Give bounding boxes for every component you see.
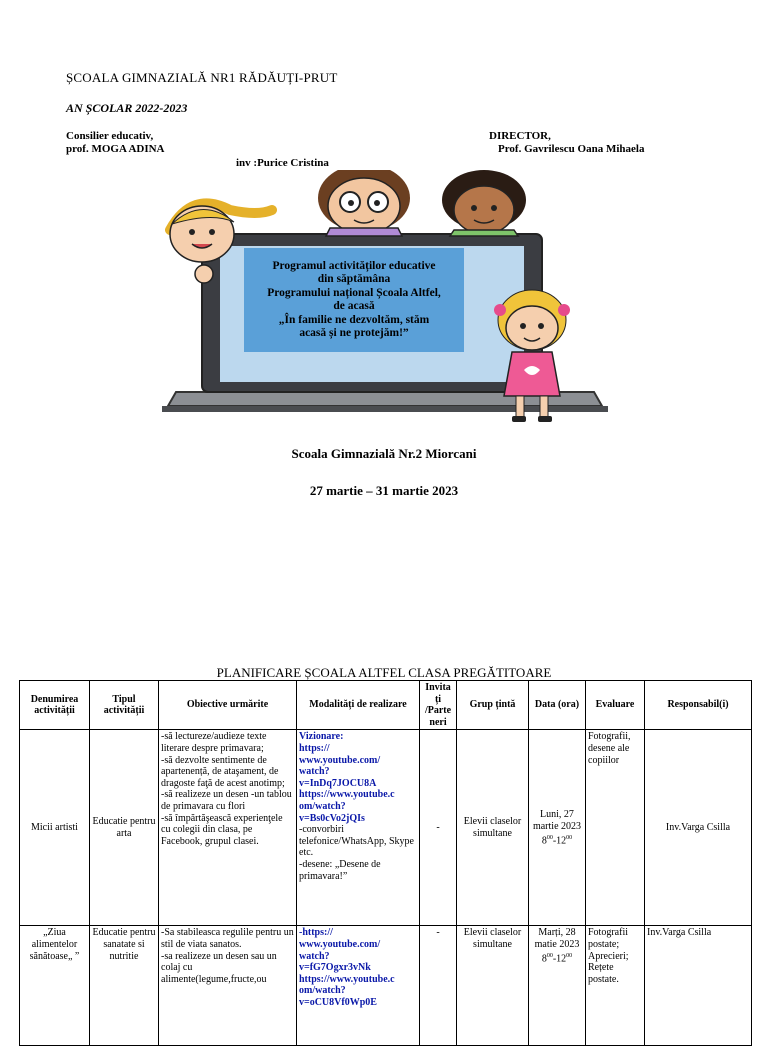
counselor-name: prof. MOGA ADINA (66, 143, 165, 155)
header-guests: Invita ți /Parte neri (420, 681, 457, 730)
cell-target-group: Elevii claselor simultane (457, 730, 529, 926)
counselor-role: Consilier educativ, (66, 130, 154, 142)
hour-range: $8^{00}-12^{00}$ (541, 952, 573, 964)
header-objectives: Obiective urmărite (159, 681, 297, 730)
cell-activity-type: Educatie pentru sanatate si nutritie (90, 926, 159, 1046)
table-row (20, 926, 752, 1046)
cell-objectives: -să lectureze/audieze texte literare despre primavara; -să dezvolte sentimente de apartenență, de ataşament, de dragoste faţă de acest anotimp; -să realizeze un desen -un tablou de primavara cu flori -să împărtăşească experienţele cu colegii din clasa, pe Facebook, grupul clasei. (159, 730, 297, 926)
cell-responsible: Inv.Varga Csilla (645, 926, 752, 1046)
school-name: ȘCOALA GIMNAZIALĂ NR1 RĂDĂUȚI-PRUT (66, 70, 338, 85)
cell-objectives: -Sa stabileasca regulile pentru un stil de viata sanatos. -sa realizeze un desen sau un colaj cu alimente(legume,fructe,ou (159, 926, 297, 1046)
banner-text: Programul activităților educative din săptămâna Programului național Școala Altfel, de acasă „În familie ne dezvoltăm, stăm acasă și ne protejăm!” (267, 259, 441, 339)
date-text: Marți, 28 matie 2023 (534, 927, 580, 950)
director-block (489, 130, 644, 156)
plan-title: PLANIFICARE ȘCOALA ALTFEL CLASA PREGĂTITOARE (216, 665, 552, 680)
director-name: Prof. Gavrilescu Oana Mihaela (498, 143, 645, 155)
cell-guests: - (420, 730, 457, 926)
cell-methods (297, 730, 420, 926)
methods-links[interactable]: -https:// www.youtube.com/ watch? v=fG7Ogxr3vNk https://www.youtube.c om/watch? v=oCU8Vf0Wp0E (299, 927, 395, 1008)
header-evaluation: Evaluare (586, 681, 645, 730)
cell-methods (297, 926, 420, 1046)
cell-evaluation: Fotografii, desene ale copiilor (586, 730, 645, 926)
school-year: AN ȘCOLAR 2022-2023 (66, 101, 188, 115)
header-target-group: Grup țintă (457, 681, 529, 730)
hour-range: $8^{00}-12^{00}$ (541, 834, 573, 846)
header-activity-type: Tipul activității (90, 681, 159, 730)
cell-evaluation: Fotografii postate; Aprecieri; Rețete postate. (586, 926, 645, 1046)
counselor-block (66, 130, 165, 156)
teacher-name: inv :Purice Cristina (236, 157, 329, 169)
school-2-title: Scoala Gimnazială Nr.2 Miorcani (291, 446, 477, 461)
methods-text: -convorbiri telefonice/WhatsApp, Skype etc. -desene: „Desene de primavara!” (299, 824, 414, 882)
header-activity-name: Denumirea activității (20, 681, 90, 730)
table-row (20, 730, 752, 926)
cell-date (529, 926, 586, 1046)
header-date: Data (ora) (529, 681, 586, 730)
table-header-row (20, 681, 752, 730)
cell-activity-type: Educatie pentru arta (90, 730, 159, 926)
cell-activity-name: „Ziua alimentelor sănătoase„ ” (20, 926, 90, 1046)
cell-target-group: Elevii claselor simultane (457, 926, 529, 1046)
methods-links[interactable]: Vizionare: https:// www.youtube.com/ watch? v=InDq7JOCU8A https://www.youtube.c om/watch? v=Bs0cVo2jQIs (299, 731, 395, 824)
cell-activity-name: Micii artisti (20, 730, 90, 926)
date-text: Luni, 27 martie 2023 (532, 809, 582, 832)
header-responsible: Responsabil(i) (645, 681, 752, 730)
cell-responsible: Inv.Varga Csilla (645, 730, 752, 926)
activities-table (19, 680, 752, 1046)
week-dates: 27 martie – 31 martie 2023 (309, 483, 459, 498)
cell-date (529, 730, 586, 926)
banner-box (244, 248, 464, 352)
cell-guests: - (420, 926, 457, 1046)
header-methods: Modalități de realizare (297, 681, 420, 730)
director-role: DIRECTOR, (489, 130, 551, 142)
